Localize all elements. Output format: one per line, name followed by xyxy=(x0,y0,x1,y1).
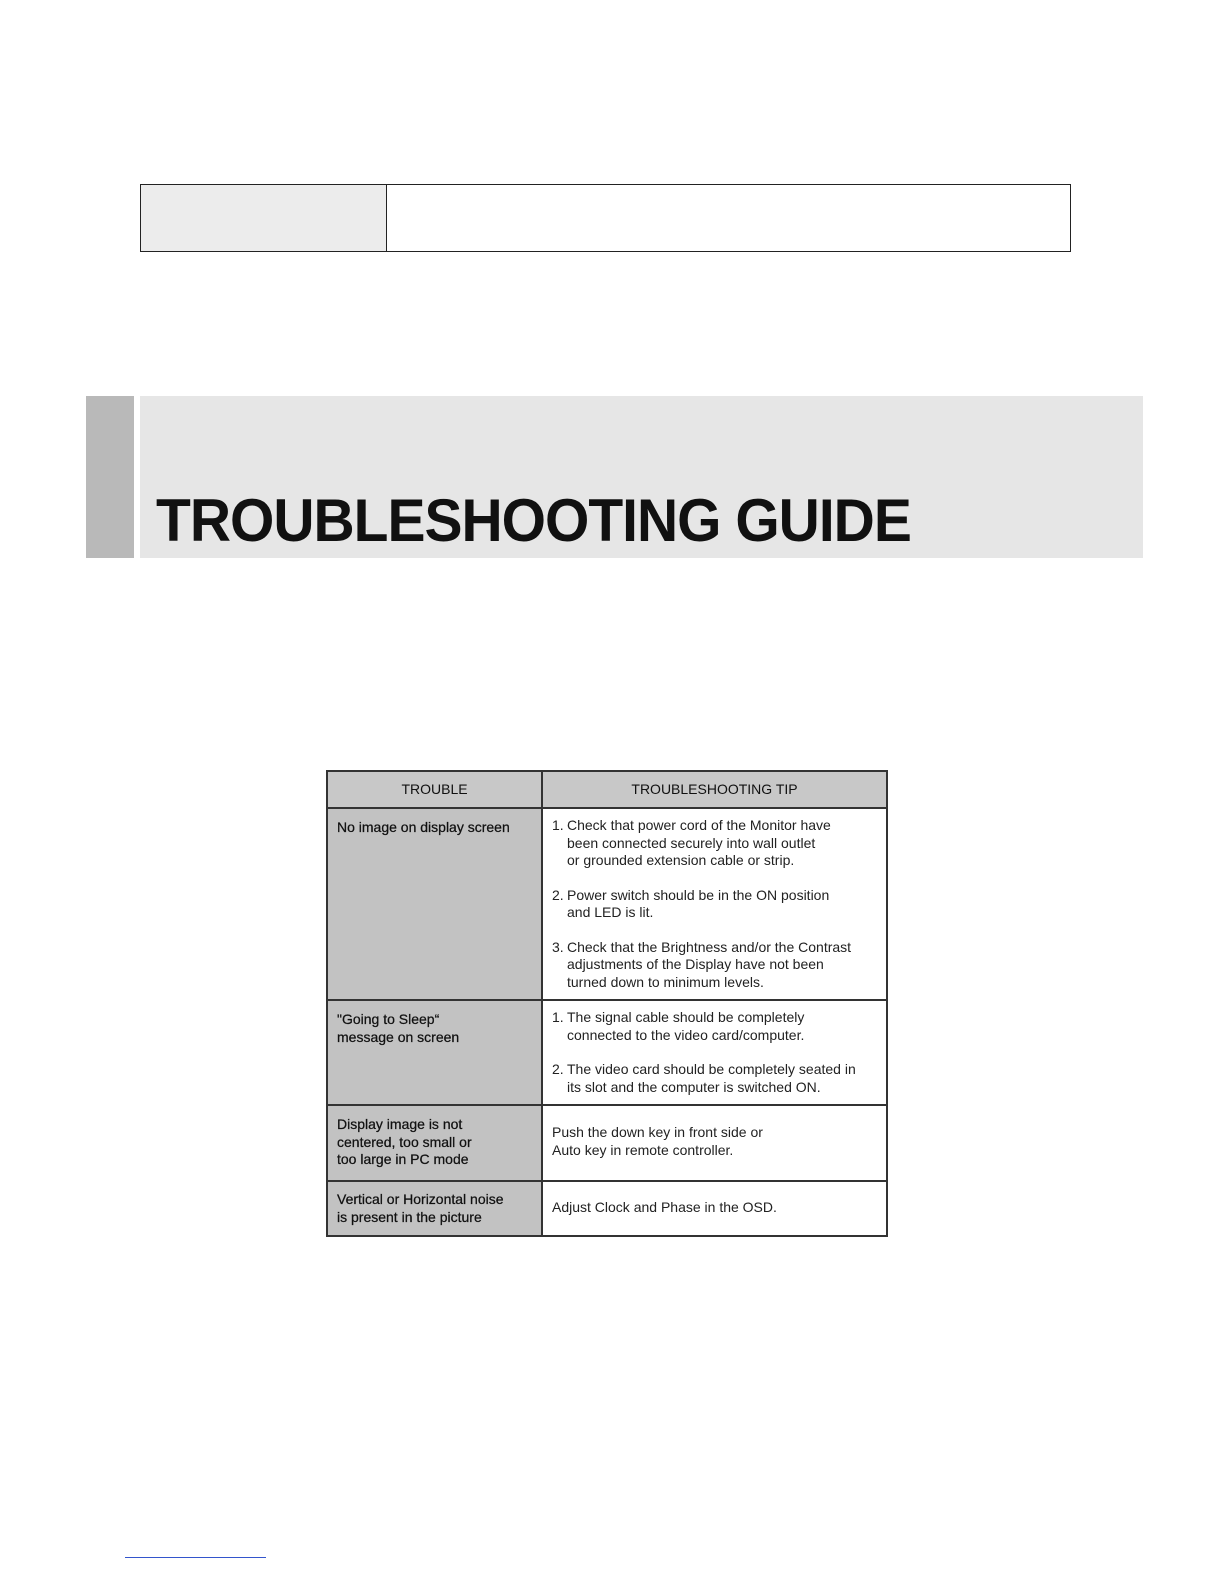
tip-item xyxy=(552,817,878,870)
tip-cell xyxy=(542,1181,887,1236)
tip-text xyxy=(567,1009,878,1044)
tip-line: Auto key in remote controller. xyxy=(552,1141,734,1158)
tip-cell xyxy=(542,1000,887,1105)
tip-line: Adjust Clock and Phase in the OSD. xyxy=(552,1198,777,1215)
header-troubleshooting-tip: TROUBLESHOOTING TIP xyxy=(542,771,887,808)
tip-line: and LED is lit. xyxy=(567,904,654,920)
tip-cell xyxy=(542,808,887,1000)
trouble-line: message on screen xyxy=(337,1028,460,1045)
trouble-cell xyxy=(327,808,542,1000)
tip-line: Push the down key in front side or xyxy=(552,1124,763,1140)
header-trouble: TROUBLE xyxy=(327,771,542,808)
trouble-line: too large in PC mode xyxy=(337,1151,469,1167)
tip-text xyxy=(567,817,878,870)
tip-line: connected to the video card/computer. xyxy=(567,1026,805,1043)
table-header-row xyxy=(327,771,887,808)
tip-line: adjustments of the Display have not been xyxy=(567,956,824,972)
trouble-line: is present in the picture xyxy=(337,1208,482,1225)
tip-item xyxy=(552,1061,878,1096)
trouble-line: Vertical or Horizontal noise xyxy=(337,1191,504,1207)
top-header-box xyxy=(140,184,1071,252)
trouble-cell xyxy=(327,1181,542,1236)
tip-item xyxy=(552,939,878,992)
tip-number: 2. xyxy=(552,886,564,903)
trouble-cell xyxy=(327,1000,542,1105)
tip-item xyxy=(552,887,878,922)
tip-number: 1. xyxy=(552,817,564,833)
table-row xyxy=(327,808,887,1000)
trouble-cell xyxy=(327,1105,542,1181)
tip-number: 3. xyxy=(552,938,564,955)
tip-text xyxy=(567,887,878,922)
top-header-box-left-cell xyxy=(141,185,387,251)
tip-item xyxy=(552,1009,878,1044)
table-row xyxy=(327,1105,887,1181)
tip-line: The video card should be completely seated in xyxy=(567,1061,856,1077)
table-row xyxy=(327,1181,887,1236)
tip-number: 2. xyxy=(552,1061,564,1077)
tip-text xyxy=(567,1061,878,1096)
tip-line: its slot and the computer is switched ON. xyxy=(567,1078,821,1095)
footnote-separator-line xyxy=(125,1557,266,1558)
tip-line: or grounded extension cable or strip. xyxy=(567,852,795,868)
tip-line: Power switch should be in the ON position xyxy=(567,886,830,903)
tip-number: 1. xyxy=(552,1009,564,1025)
trouble-line: centered, too small or xyxy=(337,1133,472,1150)
page-title: TROUBLESHOOTING GUIDE xyxy=(156,487,911,556)
tip-line: been connected securely into wall outlet xyxy=(567,834,816,851)
top-header-box-right-cell xyxy=(387,185,1070,251)
troubleshooting-table xyxy=(326,770,888,1237)
trouble-line: Display image is not xyxy=(337,1116,463,1132)
tip-line: The signal cable should be completely xyxy=(567,1009,805,1025)
tip-text xyxy=(567,939,878,992)
trouble-line: No image on display screen xyxy=(337,819,510,835)
tip-cell xyxy=(542,1105,887,1181)
trouble-line: "Going to Sleep“ xyxy=(337,1011,440,1027)
banner-accent-bar xyxy=(86,396,134,558)
table-row xyxy=(327,1000,887,1105)
tip-line: turned down to minimum levels. xyxy=(567,973,764,990)
section-banner xyxy=(140,396,1143,558)
tip-line: Check that the Brightness and/or the Contrast xyxy=(567,938,852,955)
tip-line: Check that power cord of the Monitor have xyxy=(567,817,831,833)
